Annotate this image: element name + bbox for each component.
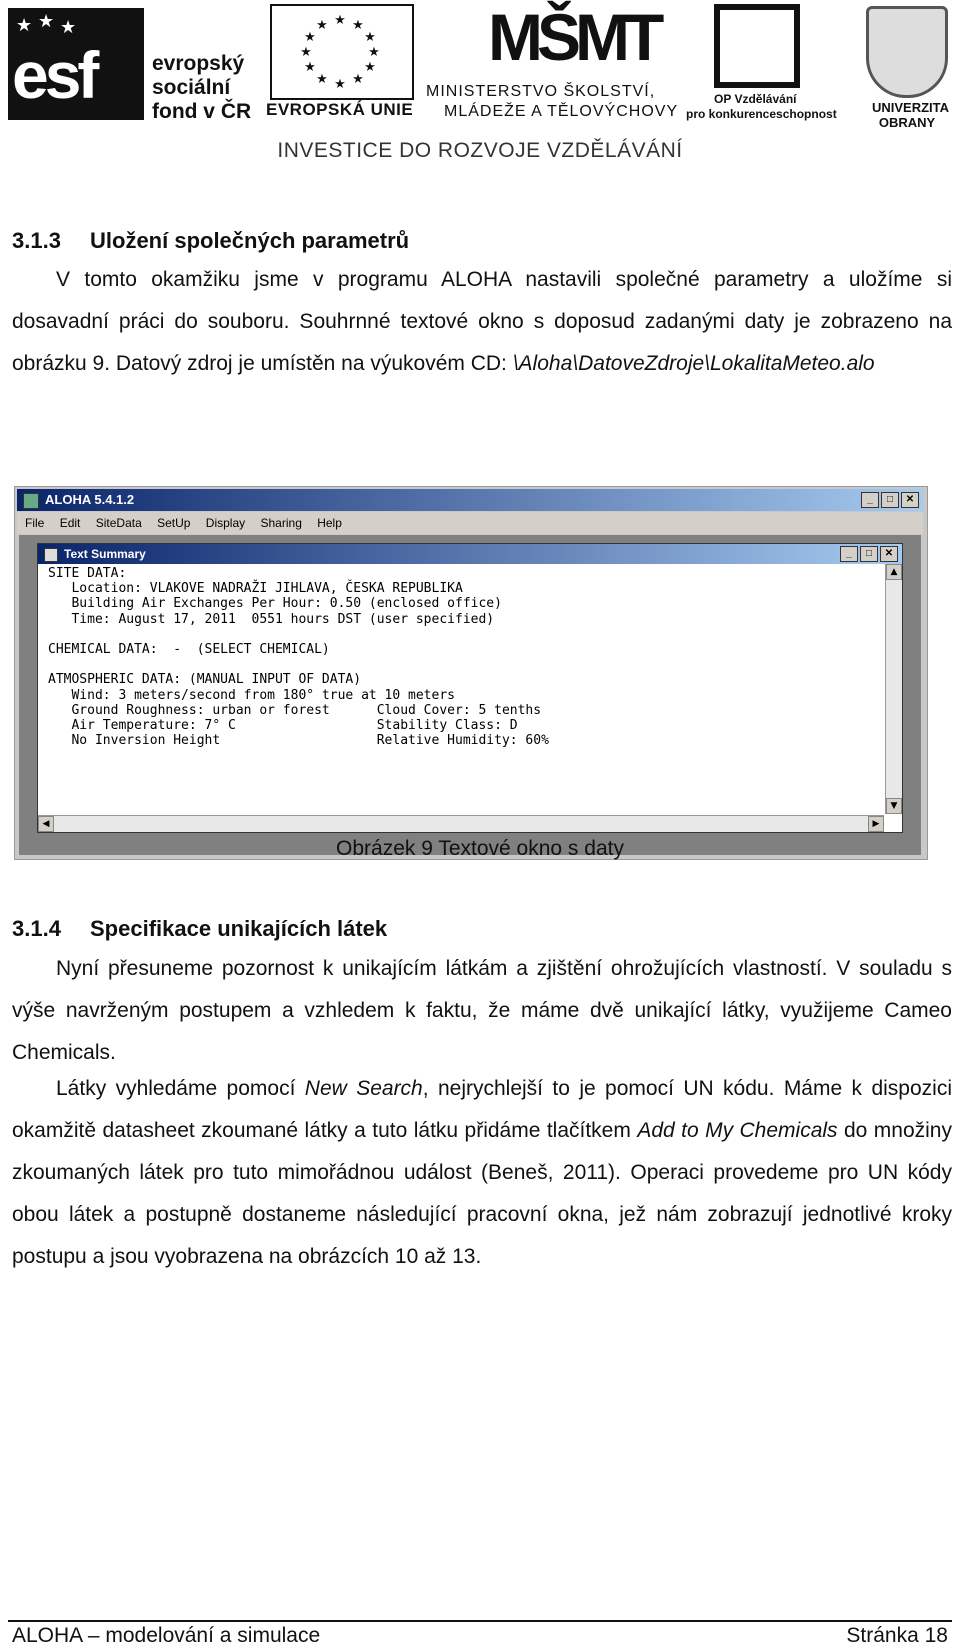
summary-line: [48, 657, 868, 672]
svg-text:★: ★: [304, 30, 316, 45]
svg-text:★: ★: [316, 18, 328, 33]
text-summary-titlebar: [38, 544, 902, 564]
summary-line: Location: VLAKOVE NADRAŽI JIHLAVA, ČESKA REPUBLIKA: [48, 581, 463, 597]
data-source-path: \Aloha\DatoveZdroje\LokalitaMeteo.alo: [512, 352, 875, 375]
scroll-left-icon[interactable]: ◀: [38, 816, 54, 832]
app-title: ALOHA 5.4.1.2: [45, 492, 135, 507]
intro-text: V tomto okamžiku jsme v programu ALOHA nastavili společné parametry a uložíme si dosavadní práci do souboru. Souhrnné textové okno s doposud zadanými daty je zobrazeno na obrázku 9. Datový zdroj je umístěn na výukovém CD:: [12, 268, 952, 375]
esf-logo-letters: esf: [12, 38, 96, 112]
section-title: Uložení společných parametrů: [90, 228, 410, 253]
esf-logo-text: [152, 52, 251, 124]
paragraph-2-text-a: Látky vyhledáme pomocí: [56, 1077, 305, 1100]
mdi-area: [19, 535, 921, 855]
eu-flag-icon: [270, 4, 414, 100]
paragraph-1: [12, 948, 952, 1074]
svg-text:★: ★: [364, 30, 376, 45]
msmt-logo: MŠMT: [488, 0, 659, 74]
app-titlebar: [17, 489, 923, 511]
section-number: 3.1.3: [12, 228, 61, 253]
scroll-right-icon[interactable]: ▶: [868, 816, 884, 832]
text-summary-title: Text Summary: [64, 547, 146, 561]
text-summary-window: [37, 543, 903, 833]
aloha-app-icon: [23, 493, 39, 509]
svg-text:★: ★: [304, 60, 316, 75]
summary-line: CHEMICAL DATA: - (SELECT CHEMICAL): [48, 642, 330, 658]
svg-text:★: ★: [352, 72, 364, 87]
footer-title: ALOHA – modelování a simulace: [12, 1624, 321, 1647]
section-number: 3.1.4: [12, 916, 61, 941]
op-text: [686, 92, 837, 122]
summary-line: Wind: 3 meters/second from 180° true at 10 meters: [48, 687, 455, 703]
msmt-text: [426, 82, 678, 122]
unob-line1: UNIVERZITA: [872, 100, 950, 115]
esf-line2: sociální: [152, 76, 231, 99]
child-close-button[interactable]: ✕: [880, 546, 898, 562]
vertical-scrollbar[interactable]: [885, 564, 902, 814]
horizontal-scrollbar[interactable]: [38, 815, 884, 832]
menu-help[interactable]: Help: [317, 516, 342, 530]
minimize-button[interactable]: _: [861, 492, 879, 508]
msmt-line1: MINISTERSTVO ŠKOLSTVÍ,: [426, 83, 656, 100]
section-heading-314: [12, 916, 387, 942]
unob-text: [872, 100, 950, 130]
menu-display[interactable]: Display: [205, 516, 246, 530]
unob-crest-icon: [866, 6, 948, 98]
msmt-line2: MLÁDEŽE A TĚLOVÝCHOVY: [444, 103, 679, 120]
menu-edit[interactable]: Edit: [59, 516, 81, 530]
svg-text:★: ★: [334, 13, 346, 28]
maximize-button[interactable]: □: [881, 492, 899, 508]
svg-text:★: ★: [368, 45, 380, 60]
op-logo-icon: [714, 4, 800, 88]
menu-sharing[interactable]: Sharing: [260, 516, 302, 530]
summary-text: [48, 566, 868, 804]
document-icon: [44, 548, 58, 562]
menu-file[interactable]: File: [25, 516, 45, 530]
page-number: Stránka 18: [846, 1624, 948, 1647]
summary-line: ATMOSPHERIC DATA: (MANUAL INPUT OF DATA): [48, 672, 362, 688]
menu-sitedata[interactable]: SiteData: [95, 516, 142, 530]
paragraph-intro: [12, 259, 952, 385]
child-maximize-button[interactable]: □: [860, 546, 878, 562]
svg-text:★: ★: [334, 77, 346, 92]
menubar: [17, 512, 923, 534]
paragraph-2-text-c: do množiny zkoumaných látek pro tuto mimořádnou událost (Beneš, 2011). Operaci provedeme pro UN kódy obou látek a postupně dostaneme následující pracovní okna, jež nám zobrazují jednotlivé kroky postupu a jsou vyobrazena na obrázcích 10 až 13.: [12, 1119, 952, 1268]
add-to-my-chemicals-term: Add to My Chemicals: [637, 1119, 838, 1142]
summary-line: SITE DATA:: [48, 566, 127, 581]
scroll-up-icon[interactable]: ▲: [886, 564, 902, 580]
svg-text:★: ★: [352, 18, 364, 33]
figure-caption: Obrázek 9 Textové okno s daty: [336, 837, 624, 860]
summary-line: [48, 627, 868, 642]
esf-line1: evropský: [152, 52, 245, 75]
summary-line: Ground Roughness: urban or forest Cloud Cover: 5 tenths: [48, 702, 542, 718]
menu-setup[interactable]: SetUp: [157, 516, 191, 530]
paragraph-2-text-b: , nejrychlejší to je pomocí UN kódu. Máme k dispozici okamžitě datasheet zkoumané látky a tuto látku přidáme tlačítkem: [12, 1077, 952, 1142]
child-minimize-button[interactable]: _: [840, 546, 858, 562]
summary-line: Air Temperature: 7° C Stability Class: D: [48, 718, 518, 734]
unob-line2: OBRANY: [878, 115, 936, 130]
footer-rule: [8, 1620, 952, 1622]
op-line2: pro konkurenceschopnost: [686, 107, 837, 121]
summary-line: Building Air Exchanges Per Hour: 0.50 (enclosed office): [48, 596, 502, 612]
esf-line3: fond v ČR: [152, 100, 252, 123]
aloha-screenshot: [14, 486, 928, 860]
paragraph-2: [12, 1068, 952, 1278]
svg-text:★: ★: [316, 72, 328, 87]
summary-line: Time: August 17, 2011 0551 hours DST (user specified): [48, 611, 495, 627]
section-heading-313: [12, 228, 409, 254]
svg-text:★: ★: [364, 60, 376, 75]
new-search-term: New Search: [304, 1077, 423, 1100]
scroll-down-icon[interactable]: ▼: [886, 798, 902, 814]
paragraph-1-text: Nyní přesuneme pozornost k unikajícím látkám a zjištění ohrožujících vlastností. V souladu s výše navrženým postupem a vzhledem k faktu, že máme dvě unikající látky, využijeme Cameo Chemicals.: [12, 957, 952, 1064]
eu-label: EVROPSKÁ UNIE: [266, 100, 414, 119]
investice-banner: INVESTICE DO ROZVOJE VZDĚLÁVÁNÍ: [277, 139, 683, 162]
summary-line: No Inversion Height Relative Humidity: 60%: [48, 733, 549, 749]
close-button[interactable]: ✕: [901, 492, 919, 508]
section-title: Specifikace unikajících látek: [90, 916, 388, 941]
op-line1: OP Vzdělávání: [714, 92, 797, 106]
svg-text:★: ★: [300, 45, 312, 60]
esf-logo: ★ ★ ★ esf: [8, 8, 144, 120]
